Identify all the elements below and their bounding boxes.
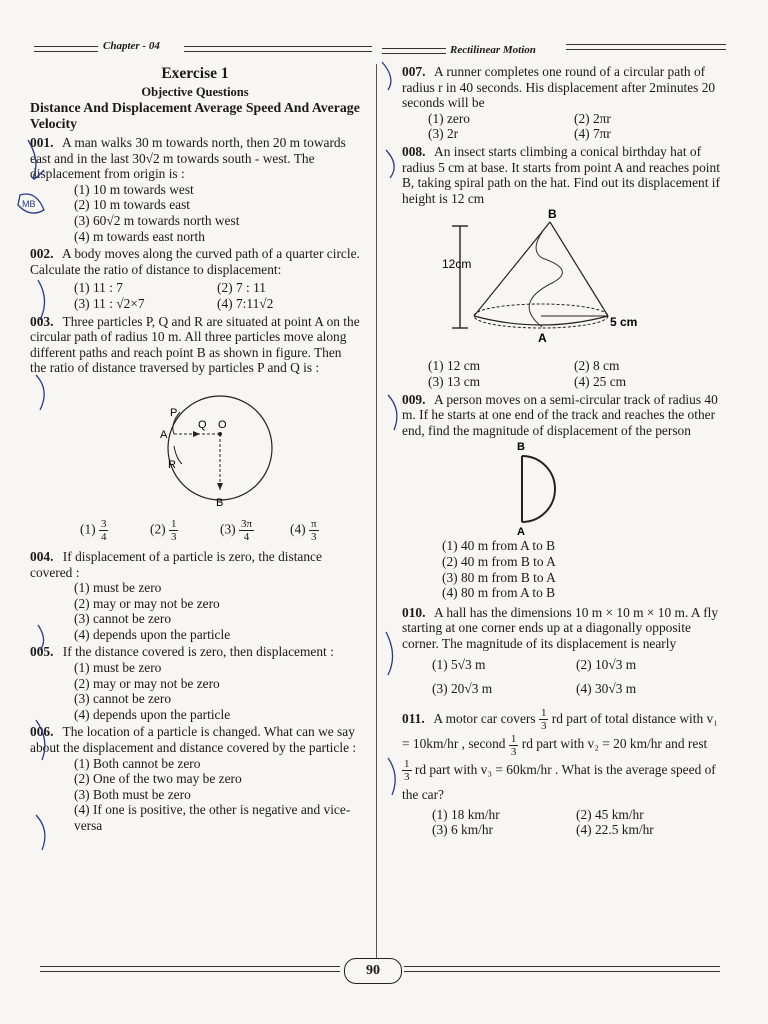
option-3: (3) Both must be zero [74, 786, 191, 802]
label-R: R [168, 458, 176, 471]
option-3: (3) cannot be zero [74, 691, 172, 707]
stem-part-4: rd part with v₃ = 60km/hr . What is the average speed of the car? [402, 761, 716, 802]
question-009 [402, 392, 720, 601]
question-number: 002. [30, 246, 54, 262]
section-label: Rectilinear Motion [450, 44, 536, 56]
question-number: 008. [402, 143, 426, 159]
option-1: (1) 18 km/hr [432, 806, 500, 822]
question-011 [402, 707, 720, 837]
question-stem: If displacement of a particle is zero, the distance covered : [30, 548, 322, 580]
option-3: (3) 13 cm [428, 373, 481, 389]
page-number: 90 [344, 958, 402, 984]
label-A: A [517, 526, 525, 539]
option-3: (3) 11 : √2×7 [74, 295, 145, 311]
option-4: (4) 80 m from A to B [442, 585, 556, 601]
fraction-one-third: $\frac{1}{3}$ [404, 757, 410, 783]
question-number: 009. [402, 391, 426, 407]
option-4: (4) $\frac{\pi}{3}$ [290, 517, 317, 543]
option-1: (1) $\frac{3}{4}$ [80, 517, 107, 543]
question-number: 011. [402, 710, 425, 726]
option-4: (4) 30√3 m [576, 681, 637, 697]
option-3: (3) 20√3 m [432, 681, 493, 697]
question-stem: Three particles P, Q and R are situated at point A on the circular path of radius 10 m. All three particles move along different paths and reach point B as shown in figure. Then the ratio of distance traversed by particles P and Q is : [30, 313, 360, 376]
option-2: (2) 40 m from B to A [442, 553, 556, 569]
option-4: (4) m towards east north [74, 228, 205, 244]
option-1: (1) 11 : 7 [74, 280, 123, 296]
column-divider [376, 64, 377, 964]
label-Q: Q [198, 418, 207, 431]
right-column [402, 64, 720, 839]
question-stem: If the distance covered is zero, then displacement : [62, 644, 334, 660]
question-number: 010. [402, 604, 426, 620]
footer-rule-left [40, 966, 340, 972]
question-stem: A hall has the dimensions 10 m × 10 m × 10 m. A fly starting at one corner ends up at a diagonally opposite corner. The magnitude of its displacement is nearly [402, 604, 719, 651]
fraction-one-third: $\frac{1}{3}$ [540, 707, 547, 733]
option-1: (1) must be zero [74, 660, 162, 676]
label-B: B [517, 441, 525, 454]
margin-note: MB [22, 199, 36, 209]
option-4: (4) 7:11√2 [217, 295, 274, 311]
option-4: (4) depends upon the particle [74, 626, 231, 642]
stem-part-1: A motor car covers [433, 710, 536, 726]
semicircle-figure [402, 438, 720, 538]
header-rule-left-a [34, 46, 98, 52]
header-rule-right-a [382, 48, 446, 54]
question-006 [30, 724, 360, 833]
option-2: (2) may or may not be zero [74, 675, 220, 691]
question-005 [30, 644, 360, 722]
left-column [30, 64, 360, 836]
option-2: (2) 10√3 m [576, 657, 637, 673]
header-rule-right-b [566, 44, 726, 50]
option-4: (4) 7πr [574, 126, 611, 142]
chapter-label: Chapter - 04 [103, 40, 160, 52]
option-2: (2) 45 km/hr [576, 806, 644, 822]
option-3: (3) 60√2 m towards north west [74, 212, 240, 228]
option-2: (2) may or may not be zero [74, 595, 220, 611]
question-number: 001. [30, 135, 54, 150]
question-number: 007. [402, 64, 426, 79]
question-stem: An insect starts climbing a conical birthday hat of radius 5 cm at base. It starts from point A and reaches point B, taking spiral path on the hat. Find out its displacement if height is 12 cm [402, 143, 720, 206]
question-stem: A person moves on a semi-circular track of radius 40 m. If he starts at one end of the track and reaches the other end, find the magnitude of displacement of the person [402, 391, 718, 438]
question-007 [402, 64, 720, 142]
option-4: (4) 22.5 km/hr [576, 821, 654, 837]
question-number: 004. [30, 548, 54, 564]
exercise-title: Exercise 1 [161, 65, 229, 82]
option-2: (2) $\frac{1}{3}$ [150, 517, 177, 543]
option-2: (2) 10 m towards east [74, 197, 191, 213]
exercise-subtitle: Objective Questions [141, 85, 249, 99]
question-003 [30, 314, 360, 543]
question-stem: The location of a particle is changed. What can we say about the displacement and distance covered by the particle : [30, 724, 357, 756]
option-2: (2) 7 : 11 [217, 280, 266, 296]
question-004 [30, 549, 360, 643]
option-3: (3) $\frac{3\pi}{4}$ [220, 517, 253, 543]
label-A: A [538, 331, 547, 346]
option-3: (3) 80 m from B to A [442, 569, 556, 585]
question-001 [30, 135, 360, 244]
option-3: (3) 6 km/hr [432, 821, 493, 837]
option-3: (3) cannot be zero [74, 611, 172, 627]
question-008 [402, 144, 720, 390]
question-number: 005. [30, 644, 54, 660]
option-1: (1) 10 m towards west [74, 181, 194, 197]
option-2: (2) 8 cm [574, 358, 620, 374]
question-010 [402, 605, 720, 697]
option-1: (1) zero [428, 110, 471, 126]
question-stem: A man walks 30 m towards north, then 20 m towards east and in the last 30√2 m towards south - west. The displacement from origin is : [30, 135, 346, 182]
height-label: 12cm [442, 257, 472, 272]
footer-rule-right [404, 966, 720, 972]
question-stem: A runner completes one round of a circular path of radius r in 40 seconds. His displacement after 2minutes 20 seconds will be [402, 64, 716, 111]
label-B: B [548, 208, 557, 222]
label-B: B [216, 496, 224, 509]
question-002 [30, 246, 360, 311]
stem-part-3: rd part with v₂ = 20 km/hr and rest [521, 736, 708, 752]
option-1: (1) Both cannot be zero [74, 755, 201, 771]
label-O: O [218, 418, 227, 431]
radius-label: 5 cm [610, 315, 638, 330]
option-1: (1) must be zero [74, 580, 162, 596]
topic-heading: Distance And Displacement Average Speed And Average Velocity [30, 100, 360, 131]
option-4: (4) If one is positive, the other is negative and vice-versa [74, 802, 351, 833]
option-1: (1) 12 cm [428, 358, 481, 374]
question-number: 003. [30, 313, 54, 329]
question-number: 006. [30, 724, 54, 740]
label-P: P [170, 406, 178, 419]
header-rule-left-b [184, 46, 372, 52]
cone-figure [402, 208, 720, 358]
option-4: (4) 25 cm [574, 373, 627, 389]
option-1: (1) 5√3 m [432, 657, 486, 673]
option-3: (3) 2r [428, 126, 459, 142]
circle-paths-figure [30, 382, 360, 512]
label-A: A [160, 428, 168, 441]
option-2: (2) One of the two may be zero [74, 771, 242, 787]
option-1: (1) 40 m from A to B [442, 538, 556, 554]
question-stem: A body moves along the curved path of a quarter circle. Calculate the ratio of distance to displacement: [30, 246, 360, 277]
option-4: (4) depends upon the particle [74, 706, 231, 722]
stem-part-2: rd part of total distance with v₁ = 10km/hr , second [402, 710, 718, 752]
option-2: (2) 2πr [574, 110, 611, 126]
fraction-one-third: $\frac{1}{3}$ [510, 732, 517, 758]
